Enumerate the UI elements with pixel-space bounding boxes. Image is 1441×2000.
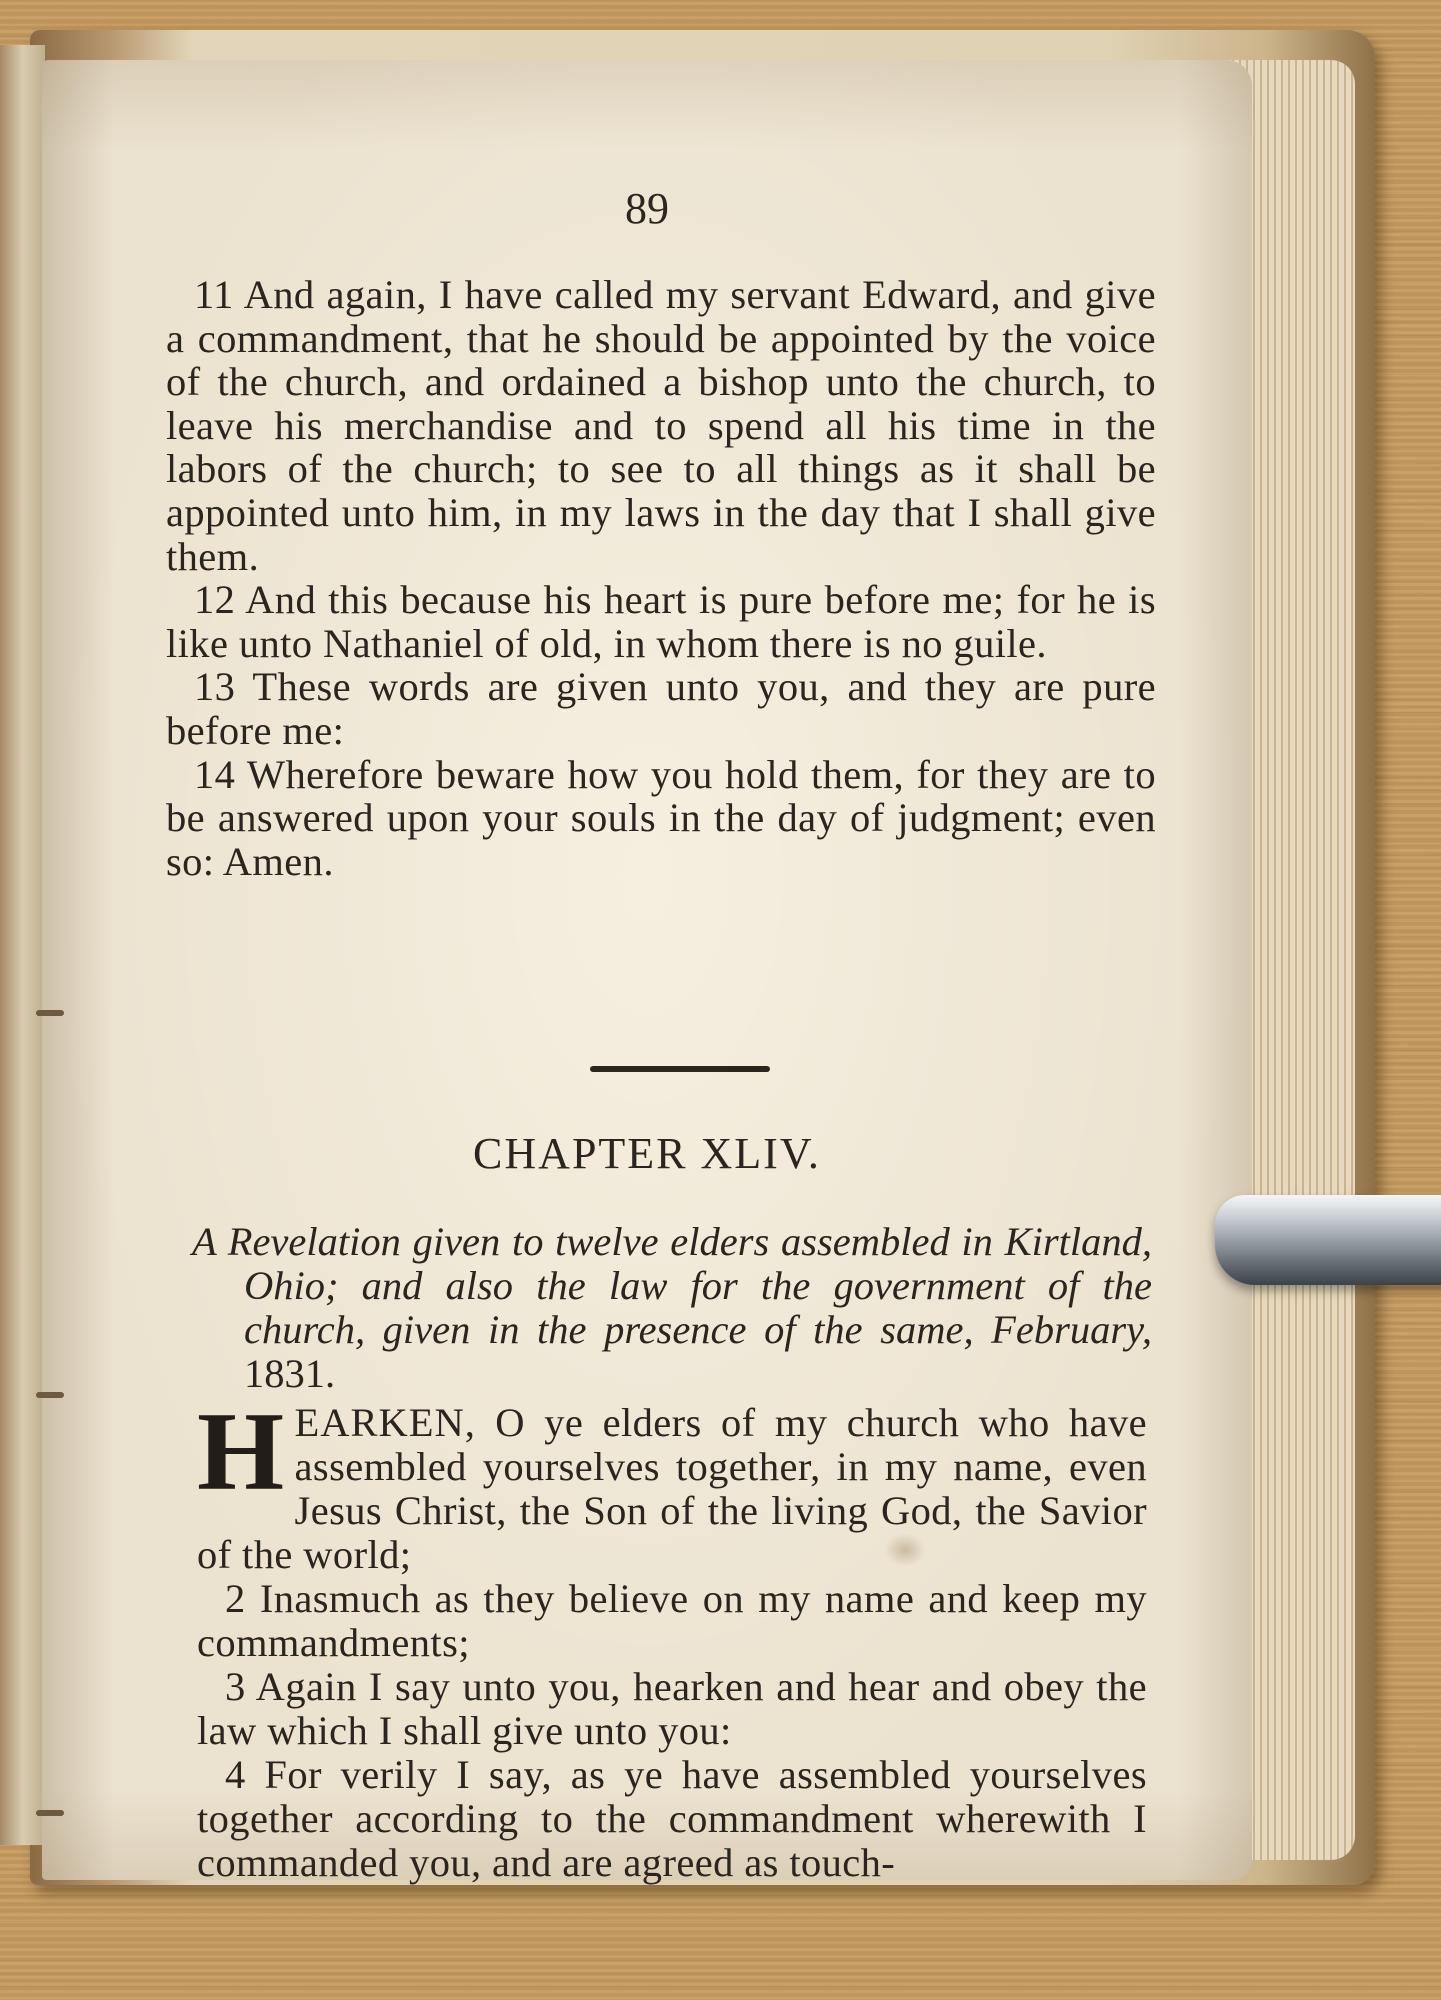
verse-13: 13 These words are given unto you, and they are pure before me: [166,664,1156,753]
facing-page-edge [0,45,45,1845]
binding-hole [36,1010,64,1016]
verse-4: 4 For verily I say, as ye have assembled yourselves together according to the commandment wherewith I commanded you, and are agreed as touch- [197,1752,1147,1885]
verse-12: 12 And this because his heart is pure before me; for he is like unto Nathaniel of old, in whom there is no guile. [166,577,1156,666]
binding-hole [36,1810,64,1816]
drop-cap: H [197,1390,285,1514]
chapter-title: CHAPTER XLIV. [473,1129,821,1178]
verse-14: 14 Wherefore beware how you hold them, for they are to be answered upon your souls in the day of judgment; even so: Amen. [166,751,1156,884]
page-knife [1215,1195,1441,1285]
binding-hole [36,1392,64,1398]
book-page [42,60,1252,1885]
first-word: EARKEN, [294,1400,476,1445]
verses-top [166,273,1156,883]
verse-1 [197,1390,1147,1577]
section-rule [590,1066,770,1072]
chapter-heading [192,1220,1152,1396]
chapter-text [197,1390,1147,1885]
page-number: 89 [625,184,669,233]
chapter-heading-year: 1831. [244,1351,336,1396]
verse-3: 3 Again I say unto you, hearken and hear and obey the law which I shall give unto you: [197,1664,1147,1753]
verse-11: 11 And again, I have called my servant Edward, and give a commandment, that he should be appointed by the voice of the church, and ordained a bishop unto the church, to leave his merchandise and to spend all his time in the labors of the church; to see to all things as it shall be appointed unto him, in my laws in the day that I shall give them. [166,272,1156,579]
chapter-heading-text: A Revelation given to twelve elders assembled in Kirtland, Ohio; and also the law for the government of the church, given in the presence of the same, February, [192,1219,1152,1352]
verse-1-text: O ye elders of my church who have assembled yourselves together, in my name, even Jesus Christ, the Son of the living God, the Savior of the world; [197,1400,1147,1577]
verse-2: 2 Inasmuch as they believe on my name and keep my commandments; [197,1576,1147,1665]
page-stain [884,1533,926,1567]
